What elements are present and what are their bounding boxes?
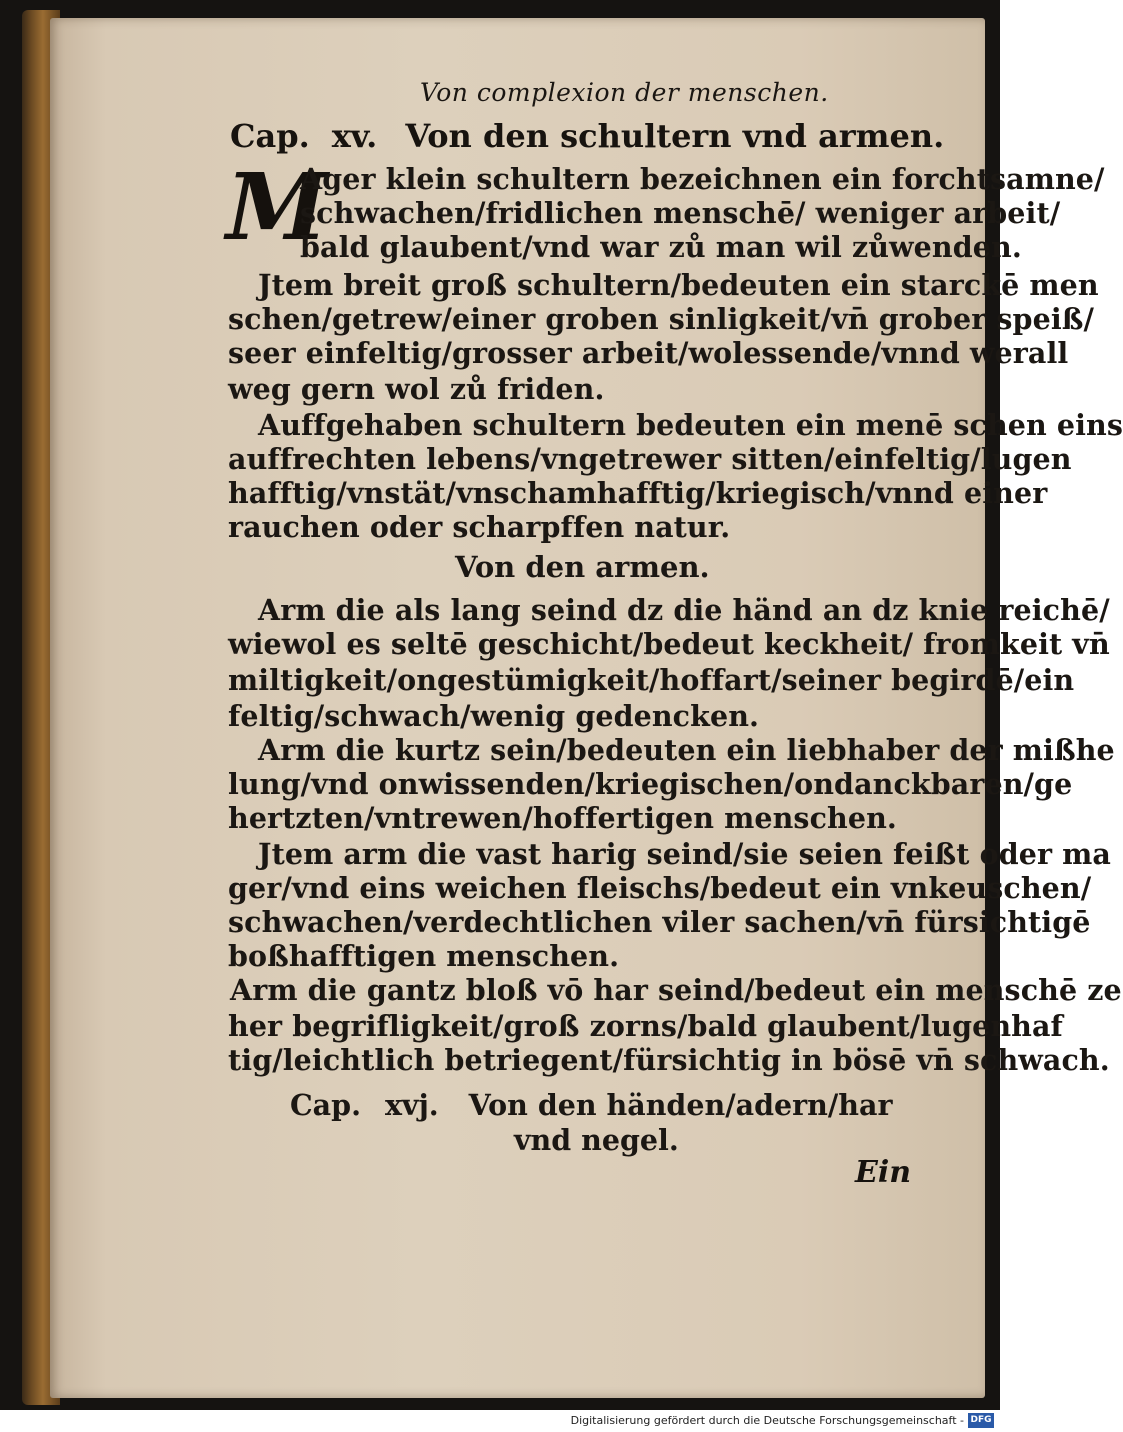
text-line: miltigkeit/ongestümigkeit/hoffart/seiner begirdē/ein bbox=[228, 663, 1075, 697]
text-line: seer einfeltig/grosser arbeit/wolessende/vnnd werall bbox=[228, 336, 1069, 370]
text-line: boßhafftigen menschen. bbox=[228, 939, 620, 973]
text-line: feltig/schwach/wenig gedencken. bbox=[228, 699, 760, 733]
chapter-title-line2: vnd negel. bbox=[514, 1123, 679, 1157]
text-line: bald glaubent/vnd war zů man wil zůwenden. bbox=[300, 230, 1022, 264]
text-line: her begrifligkeit/groß zorns/bald glaubent/lugenhaf bbox=[228, 1009, 1063, 1043]
chapter-title: Von den schultern vnd armen. bbox=[405, 117, 945, 155]
footer-bar bbox=[0, 1410, 1000, 1432]
text-line: ger/vnd eins weichen fleischs/bedeut ein vnkeuschen/ bbox=[228, 871, 1092, 905]
text-line: Arm die als lang seind dz die händ an dz knie reichē/ bbox=[258, 593, 1110, 627]
chapter-heading-2 bbox=[290, 1088, 893, 1122]
text-line: Arm die gantz bloß vō har seind/bedeut ein menschē ze bbox=[230, 973, 1122, 1007]
text-line: Jtem breit groß schultern/bedeuten ein starckē men bbox=[258, 268, 1099, 302]
text-line: Jtem arm die vast harig seind/sie seien feißt oder ma bbox=[258, 837, 1111, 871]
text-line: schen/getrew/einer groben sinligkeit/vn̄ grober speiß/ bbox=[228, 302, 1095, 336]
catchword: Ein bbox=[855, 1155, 912, 1190]
text-line: hafftig/vnstät/vnschamhafftig/kriegisch/vnnd einer bbox=[228, 476, 1048, 510]
chapter-heading bbox=[230, 117, 944, 155]
section-heading: Von den armen. bbox=[455, 550, 710, 584]
text-line: rauchen oder scharpffen natur. bbox=[228, 510, 731, 544]
chapter-label: Cap. bbox=[290, 1088, 361, 1122]
text-line: weg gern wol zů friden. bbox=[228, 372, 605, 406]
text-line: auffrechten lebens/vngetrewer sitten/einfeltig/lugen bbox=[228, 442, 1072, 476]
text-line: Ager klein schultern bezeichnen ein forchtsamne/ bbox=[300, 162, 1105, 196]
text-line: Arm die kurtz sein/bedeuten ein liebhaber der mißhe bbox=[258, 733, 1115, 767]
chapter-label: Cap. bbox=[230, 117, 310, 155]
running-head: Von complexion der menschen. bbox=[420, 78, 829, 107]
text-line: tig/leichtlich betriegent/fürsichtig in bösē vn̄ schwach. bbox=[228, 1043, 1110, 1077]
chapter-title: Von den händen/adern/har bbox=[468, 1088, 893, 1122]
text-line: lung/vnd onwissenden/kriegischen/ondanckbaren/ge bbox=[228, 767, 1073, 801]
funding-notice: Digitalisierung gefördert durch die Deutsche Forschungsgemeinschaft - bbox=[570, 1414, 964, 1427]
text-line: schwachen/fridlichen menschē/ weniger arbeit/ bbox=[300, 196, 1061, 230]
chapter-number: xv. bbox=[331, 117, 378, 155]
decorated-initial: M bbox=[226, 153, 328, 261]
text-line: schwachen/verdechtlichen viler sachen/vn̄ fürsichtigē bbox=[228, 905, 1091, 939]
dfg-logo: DFG bbox=[968, 1413, 994, 1428]
chapter-number: xvj. bbox=[384, 1088, 439, 1122]
text-line: hertzten/vntrewen/hoffertigen menschen. bbox=[228, 801, 897, 835]
text-line: Auffgehaben schultern bedeuten ein menē schen eins bbox=[258, 408, 1123, 442]
text-line: wiewol es seltē geschicht/bedeut keckheit/ fromkeit vn̄ bbox=[228, 627, 1110, 661]
